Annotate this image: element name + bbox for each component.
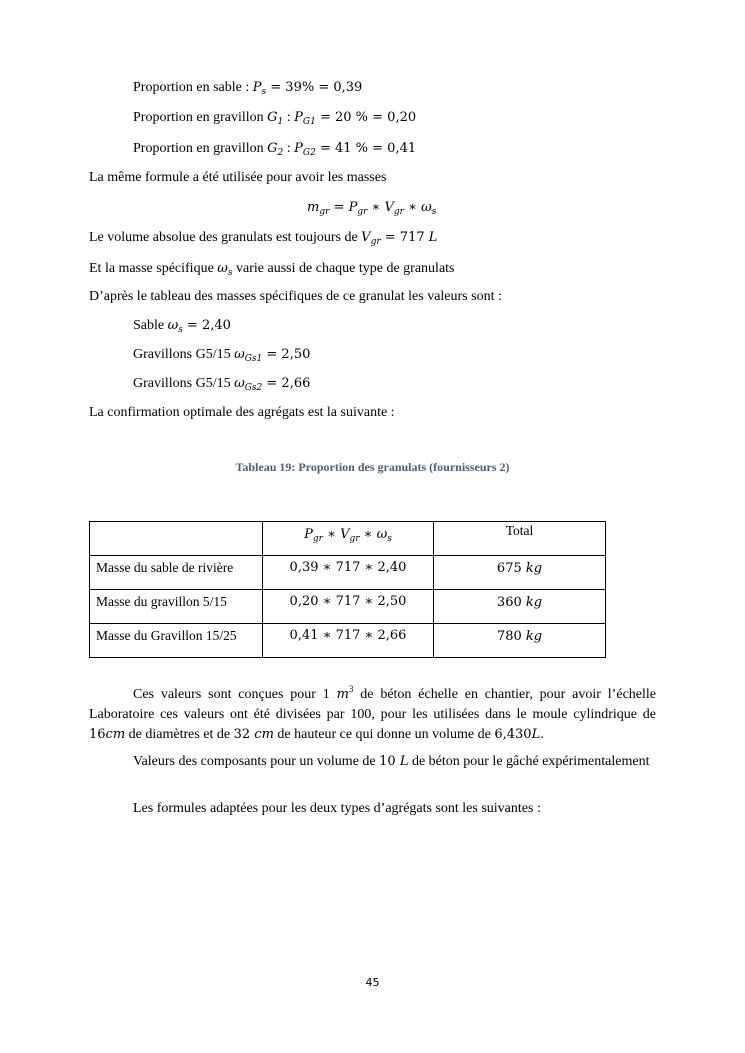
row-calc: 0,39 ∗ 717 ∗ 2,40 [263,556,434,590]
proportion-sable-line: Proportion en sable : $P_s = 39\% = 0,39$ [133,80,363,97]
row-calc: 0,41 ∗ 717 ∗ 2,66 [263,624,434,658]
specific-sable-line: Sable $\omega_s = 2,40$ [133,318,231,335]
table-header-total: Total [434,522,606,556]
table-caption: Tableau 19: Proportion des granulats (fournisseurs 2) [235,460,510,474]
table-row [90,590,606,624]
table-row [90,556,606,590]
volume-line: Le volume absolue des granulats est toujours de $V_{gr} = 717$ L [89,230,438,247]
paragraph-formules: Les formules adaptées pour les deux types d’agrégats sont les suivantes : [133,801,541,816]
row-total: 780 kg [434,624,606,658]
paragraph-composants: Valeurs des composants pour un volume de 10 L de béton pour le gâché expérimentalement [133,754,650,769]
table-header-row [90,522,606,556]
row-calc: 0,20 ∗ 717 ∗ 2,50 [263,590,434,624]
row-total: 675 kg [434,556,606,590]
row-total: 360 kg [434,590,606,624]
masse-specifique-line: Et la masse spécifique $\omega_s$ varie aussi de chaque type de granulats [89,261,455,278]
apres-line: D’après le tableau des masses spécifiques de ce granulat les valeurs sont : [89,289,502,304]
row-label: Masse du gravillon 5/15 [90,590,263,624]
formula-intro: La même formule a été utilisée pour avoir les masses [89,170,387,185]
mass-formula: $m_{gr} = P_{gr}$ ∗ $V_{gr}$ ∗ $\omega_s$ [307,200,437,217]
page-number: 45 [365,976,380,989]
row-label: Masse du sable de rivière [90,556,263,590]
proportion-g1-line: Proportion en gravillon $G_1$ : $P_{G1} = 20$ % = 0,20 [133,110,417,127]
paragraph-valeurs: Ces valeurs sont conçues pour 1 $m^3$ de béton échelle en chantier, pour avoir l’échelle Laboratoire ces valeurs ont été divisées par 100, pour les utilisées dans le moule cylindrique de 16cm de diamètres et de 32 cm de hauteur ce qui donne un volume de 6,430L. [89,684,656,742]
granulats-table [89,521,606,658]
table-header-empty [90,522,263,556]
confirmation-line: La confirmation optimale des agrégats est la suivante : [89,405,395,420]
table-header-formula: $P_{gr}$ ∗ $V_{gr}$ ∗ $\omega_s$ [263,522,434,556]
proportion-g2-line: Proportion en gravillon $G_2$ : $P_{G2} = 41$ % = 0,41 [133,141,417,158]
specific-g1-line: Gravillons G5/15 $\omega_{Gs1} = 2,50$ [133,347,311,364]
table-row [90,624,606,658]
row-label: Masse du Gravillon 15/25 [90,624,263,658]
specific-g2-line: Gravillons G5/15 $\omega_{Gs2} = 2,66$ [133,376,311,393]
